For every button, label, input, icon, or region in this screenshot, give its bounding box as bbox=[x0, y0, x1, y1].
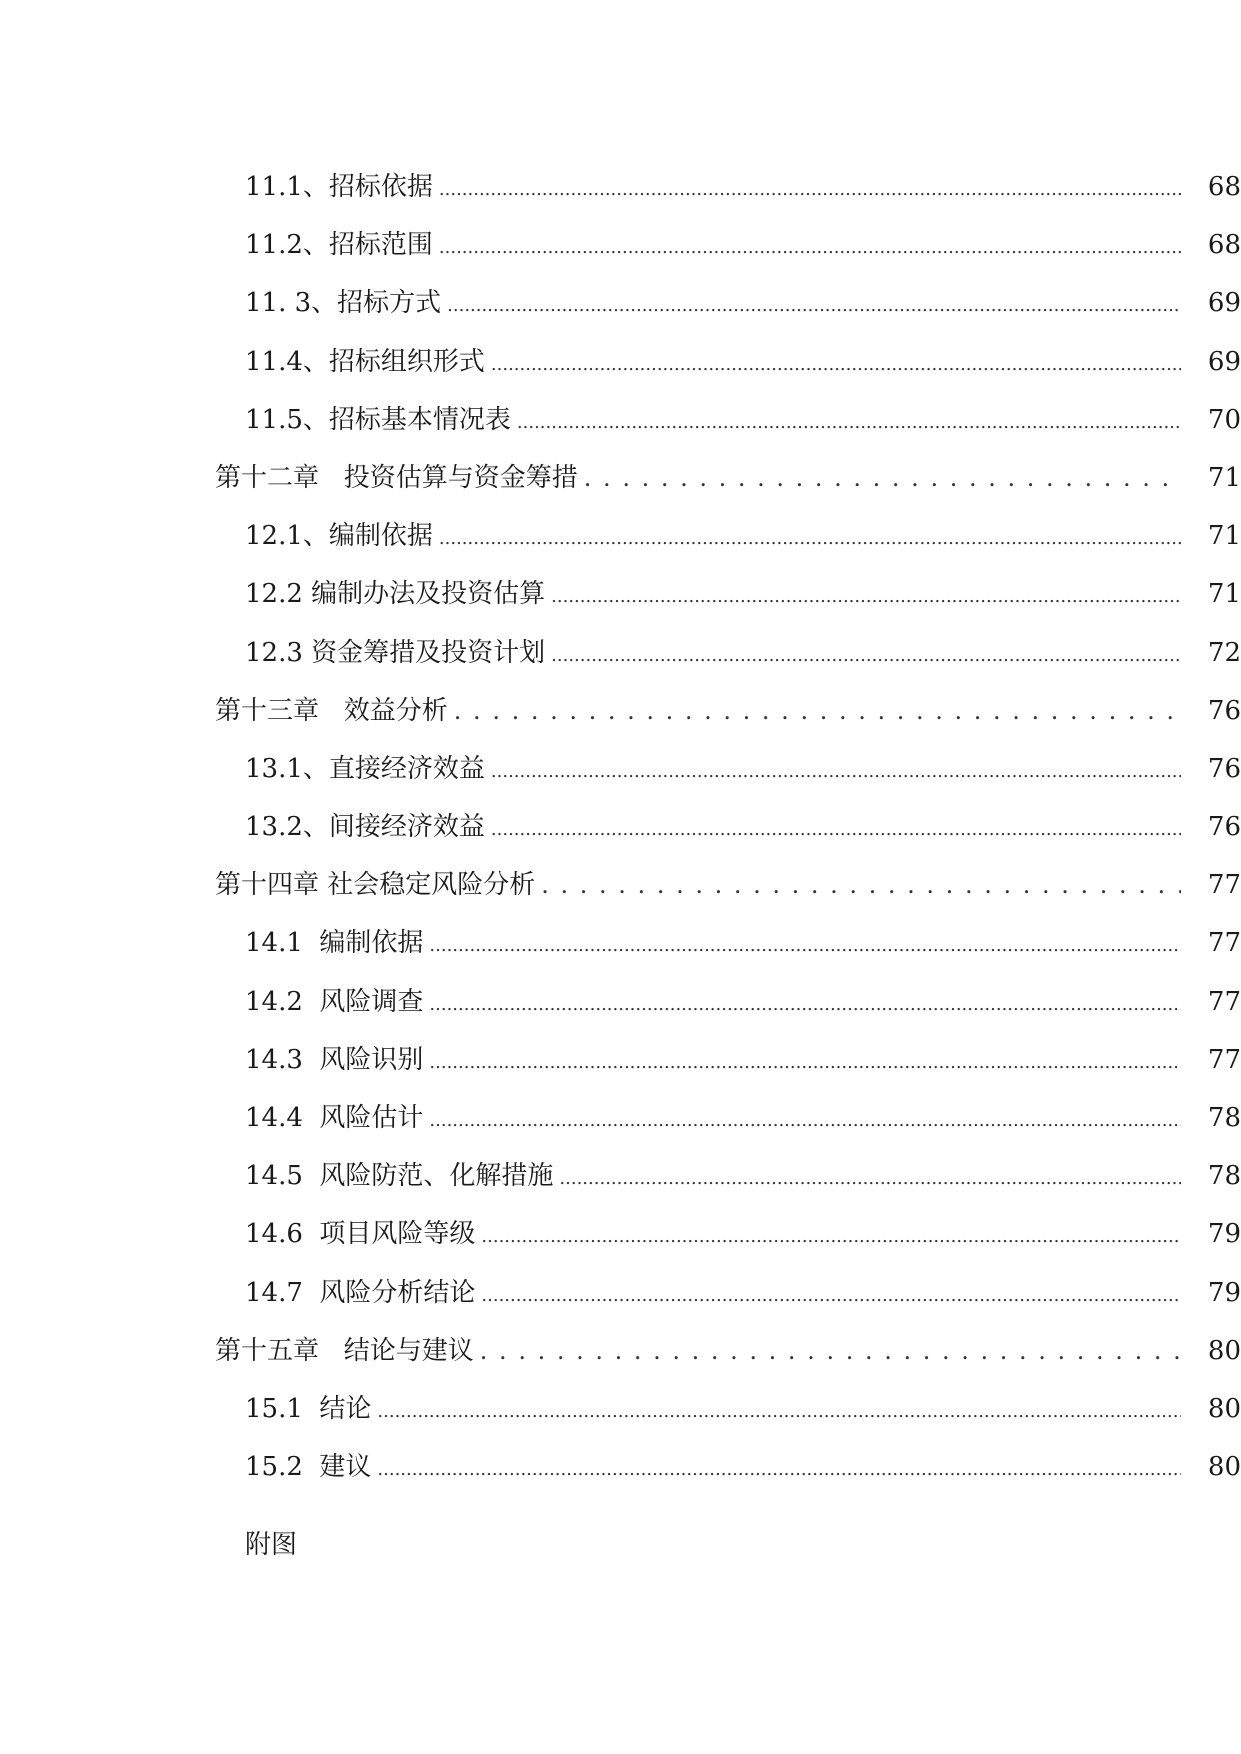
toc-entry-title: 14.5 风险防范、化解措施 bbox=[245, 1161, 554, 1192]
toc-entry[interactable] bbox=[0, 158, 1241, 216]
toc-entry-title: 14.4 风险估计 bbox=[245, 1103, 424, 1133]
toc-entry-title: 11.2、招标范围 bbox=[245, 230, 433, 261]
toc-entry[interactable] bbox=[0, 507, 1241, 565]
toc-chapter-entry[interactable] bbox=[0, 856, 1241, 914]
toc-entry-page: 79 bbox=[1207, 1277, 1241, 1308]
dot-leader bbox=[559, 1147, 1181, 1208]
toc-entry-title: 13.1、直接经济效益 bbox=[245, 753, 485, 784]
toc-entry-title: 12.1、编制依据 bbox=[245, 521, 433, 552]
toc-entry[interactable] bbox=[0, 1205, 1241, 1263]
toc-chapter-title: 第十四章 社会稳定风险分析 bbox=[215, 870, 536, 901]
dot-leader bbox=[429, 973, 1181, 1034]
appendix-heading: 附图 bbox=[245, 1530, 298, 1560]
dot-leader bbox=[584, 449, 1181, 507]
toc-entry[interactable] bbox=[0, 1438, 1241, 1496]
toc-chapter-title: 第十三章 效益分析 bbox=[215, 695, 448, 726]
dot-leader bbox=[551, 624, 1181, 685]
toc-entry-page: 72 bbox=[1207, 637, 1241, 668]
toc-entry[interactable] bbox=[0, 274, 1241, 332]
dot-leader bbox=[377, 1438, 1181, 1499]
toc-chapter-title: 第十二章 投资估算与资金筹措 bbox=[215, 462, 578, 493]
toc-entry-page: 70 bbox=[1207, 404, 1241, 435]
toc-entry-page: 77 bbox=[1207, 870, 1241, 901]
toc-entry-title: 13.2、间接经济效益 bbox=[245, 812, 485, 843]
toc-entry-page: 69 bbox=[1207, 346, 1241, 377]
dot-leader bbox=[377, 1380, 1181, 1441]
toc-entry-title: 14.2 风险调查 bbox=[245, 986, 424, 1017]
toc-entry[interactable] bbox=[0, 333, 1241, 391]
toc-entry-title: 14.6 项目风险等级 bbox=[245, 1219, 476, 1250]
toc-entry-page: 80 bbox=[1207, 1393, 1241, 1424]
dot-leader bbox=[429, 914, 1181, 975]
toc-entry-page: 78 bbox=[1207, 1103, 1241, 1133]
table-of-contents bbox=[0, 158, 1241, 1496]
toc-entry-page: 71 bbox=[1207, 521, 1241, 552]
toc-entry-page: 68 bbox=[1207, 230, 1241, 261]
toc-entry[interactable] bbox=[0, 798, 1241, 856]
dot-leader bbox=[481, 1264, 1181, 1325]
toc-entry-title: 11.1、招标依据 bbox=[245, 172, 433, 202]
toc-entry-page: 77 bbox=[1207, 986, 1241, 1017]
toc-entry-page: 71 bbox=[1207, 579, 1241, 610]
toc-entry[interactable] bbox=[0, 914, 1241, 972]
dot-leader bbox=[447, 274, 1181, 335]
toc-entry-page: 76 bbox=[1207, 812, 1241, 843]
dot-leader bbox=[429, 1031, 1181, 1092]
toc-entry-title: 14.7 风险分析结论 bbox=[245, 1277, 476, 1308]
toc-entry-title: 11.5、招标基本情况表 bbox=[245, 404, 511, 435]
dot-leader bbox=[439, 507, 1181, 568]
dot-leader bbox=[517, 391, 1181, 452]
dot-leader bbox=[481, 1205, 1181, 1266]
dot-leader bbox=[491, 798, 1181, 859]
dot-leader bbox=[491, 740, 1181, 801]
toc-entry-title: 11. 3、招标方式 bbox=[245, 288, 442, 319]
toc-entry[interactable] bbox=[0, 740, 1241, 798]
toc-entry-page: 68 bbox=[1207, 172, 1241, 202]
toc-entry-title: 11.4、招标组织形式 bbox=[245, 346, 485, 377]
dot-leader bbox=[439, 158, 1181, 219]
toc-entry-page: 76 bbox=[1207, 695, 1241, 726]
toc-entry-title: 15.2 建议 bbox=[245, 1452, 372, 1483]
toc-entry-page: 80 bbox=[1207, 1452, 1241, 1483]
toc-chapter-entry[interactable] bbox=[0, 449, 1241, 507]
dot-leader bbox=[541, 856, 1181, 914]
toc-entry-title: 12.2 编制办法及投资估算 bbox=[245, 579, 546, 610]
toc-entry-title: 15.1 结论 bbox=[245, 1393, 372, 1424]
toc-entry[interactable] bbox=[0, 1031, 1241, 1089]
dot-leader bbox=[551, 565, 1181, 626]
toc-entry[interactable] bbox=[0, 624, 1241, 682]
toc-entry[interactable] bbox=[0, 1089, 1241, 1147]
toc-entry[interactable] bbox=[0, 565, 1241, 623]
dot-leader bbox=[439, 216, 1181, 277]
toc-chapter-entry[interactable] bbox=[0, 682, 1241, 740]
toc-entry-page: 69 bbox=[1207, 288, 1241, 319]
toc-entry[interactable] bbox=[0, 1147, 1241, 1205]
toc-entry[interactable] bbox=[0, 391, 1241, 449]
toc-chapter-entry[interactable] bbox=[0, 1322, 1241, 1380]
toc-entry-title: 12.3 资金筹措及投资计划 bbox=[245, 637, 546, 668]
toc-entry-page: 79 bbox=[1207, 1219, 1241, 1250]
toc-entry-page: 76 bbox=[1207, 753, 1241, 784]
toc-entry-page: 78 bbox=[1207, 1161, 1241, 1192]
dot-leader bbox=[454, 682, 1181, 740]
dot-leader bbox=[491, 333, 1181, 394]
dot-leader bbox=[429, 1089, 1181, 1150]
toc-entry-title: 14.1 编制依据 bbox=[245, 928, 424, 959]
toc-chapter-title: 第十五章 结论与建议 bbox=[215, 1335, 474, 1366]
toc-entry-page: 77 bbox=[1207, 928, 1241, 959]
toc-entry[interactable] bbox=[0, 1380, 1241, 1438]
toc-entry-title: 14.3 风险识别 bbox=[245, 1044, 424, 1075]
toc-entry-page: 71 bbox=[1207, 462, 1241, 493]
toc-entry[interactable] bbox=[0, 1264, 1241, 1322]
toc-entry-page: 80 bbox=[1207, 1335, 1241, 1366]
toc-entry[interactable] bbox=[0, 216, 1241, 274]
toc-entry[interactable] bbox=[0, 973, 1241, 1031]
toc-entry-page: 77 bbox=[1207, 1044, 1241, 1075]
dot-leader bbox=[480, 1322, 1181, 1380]
